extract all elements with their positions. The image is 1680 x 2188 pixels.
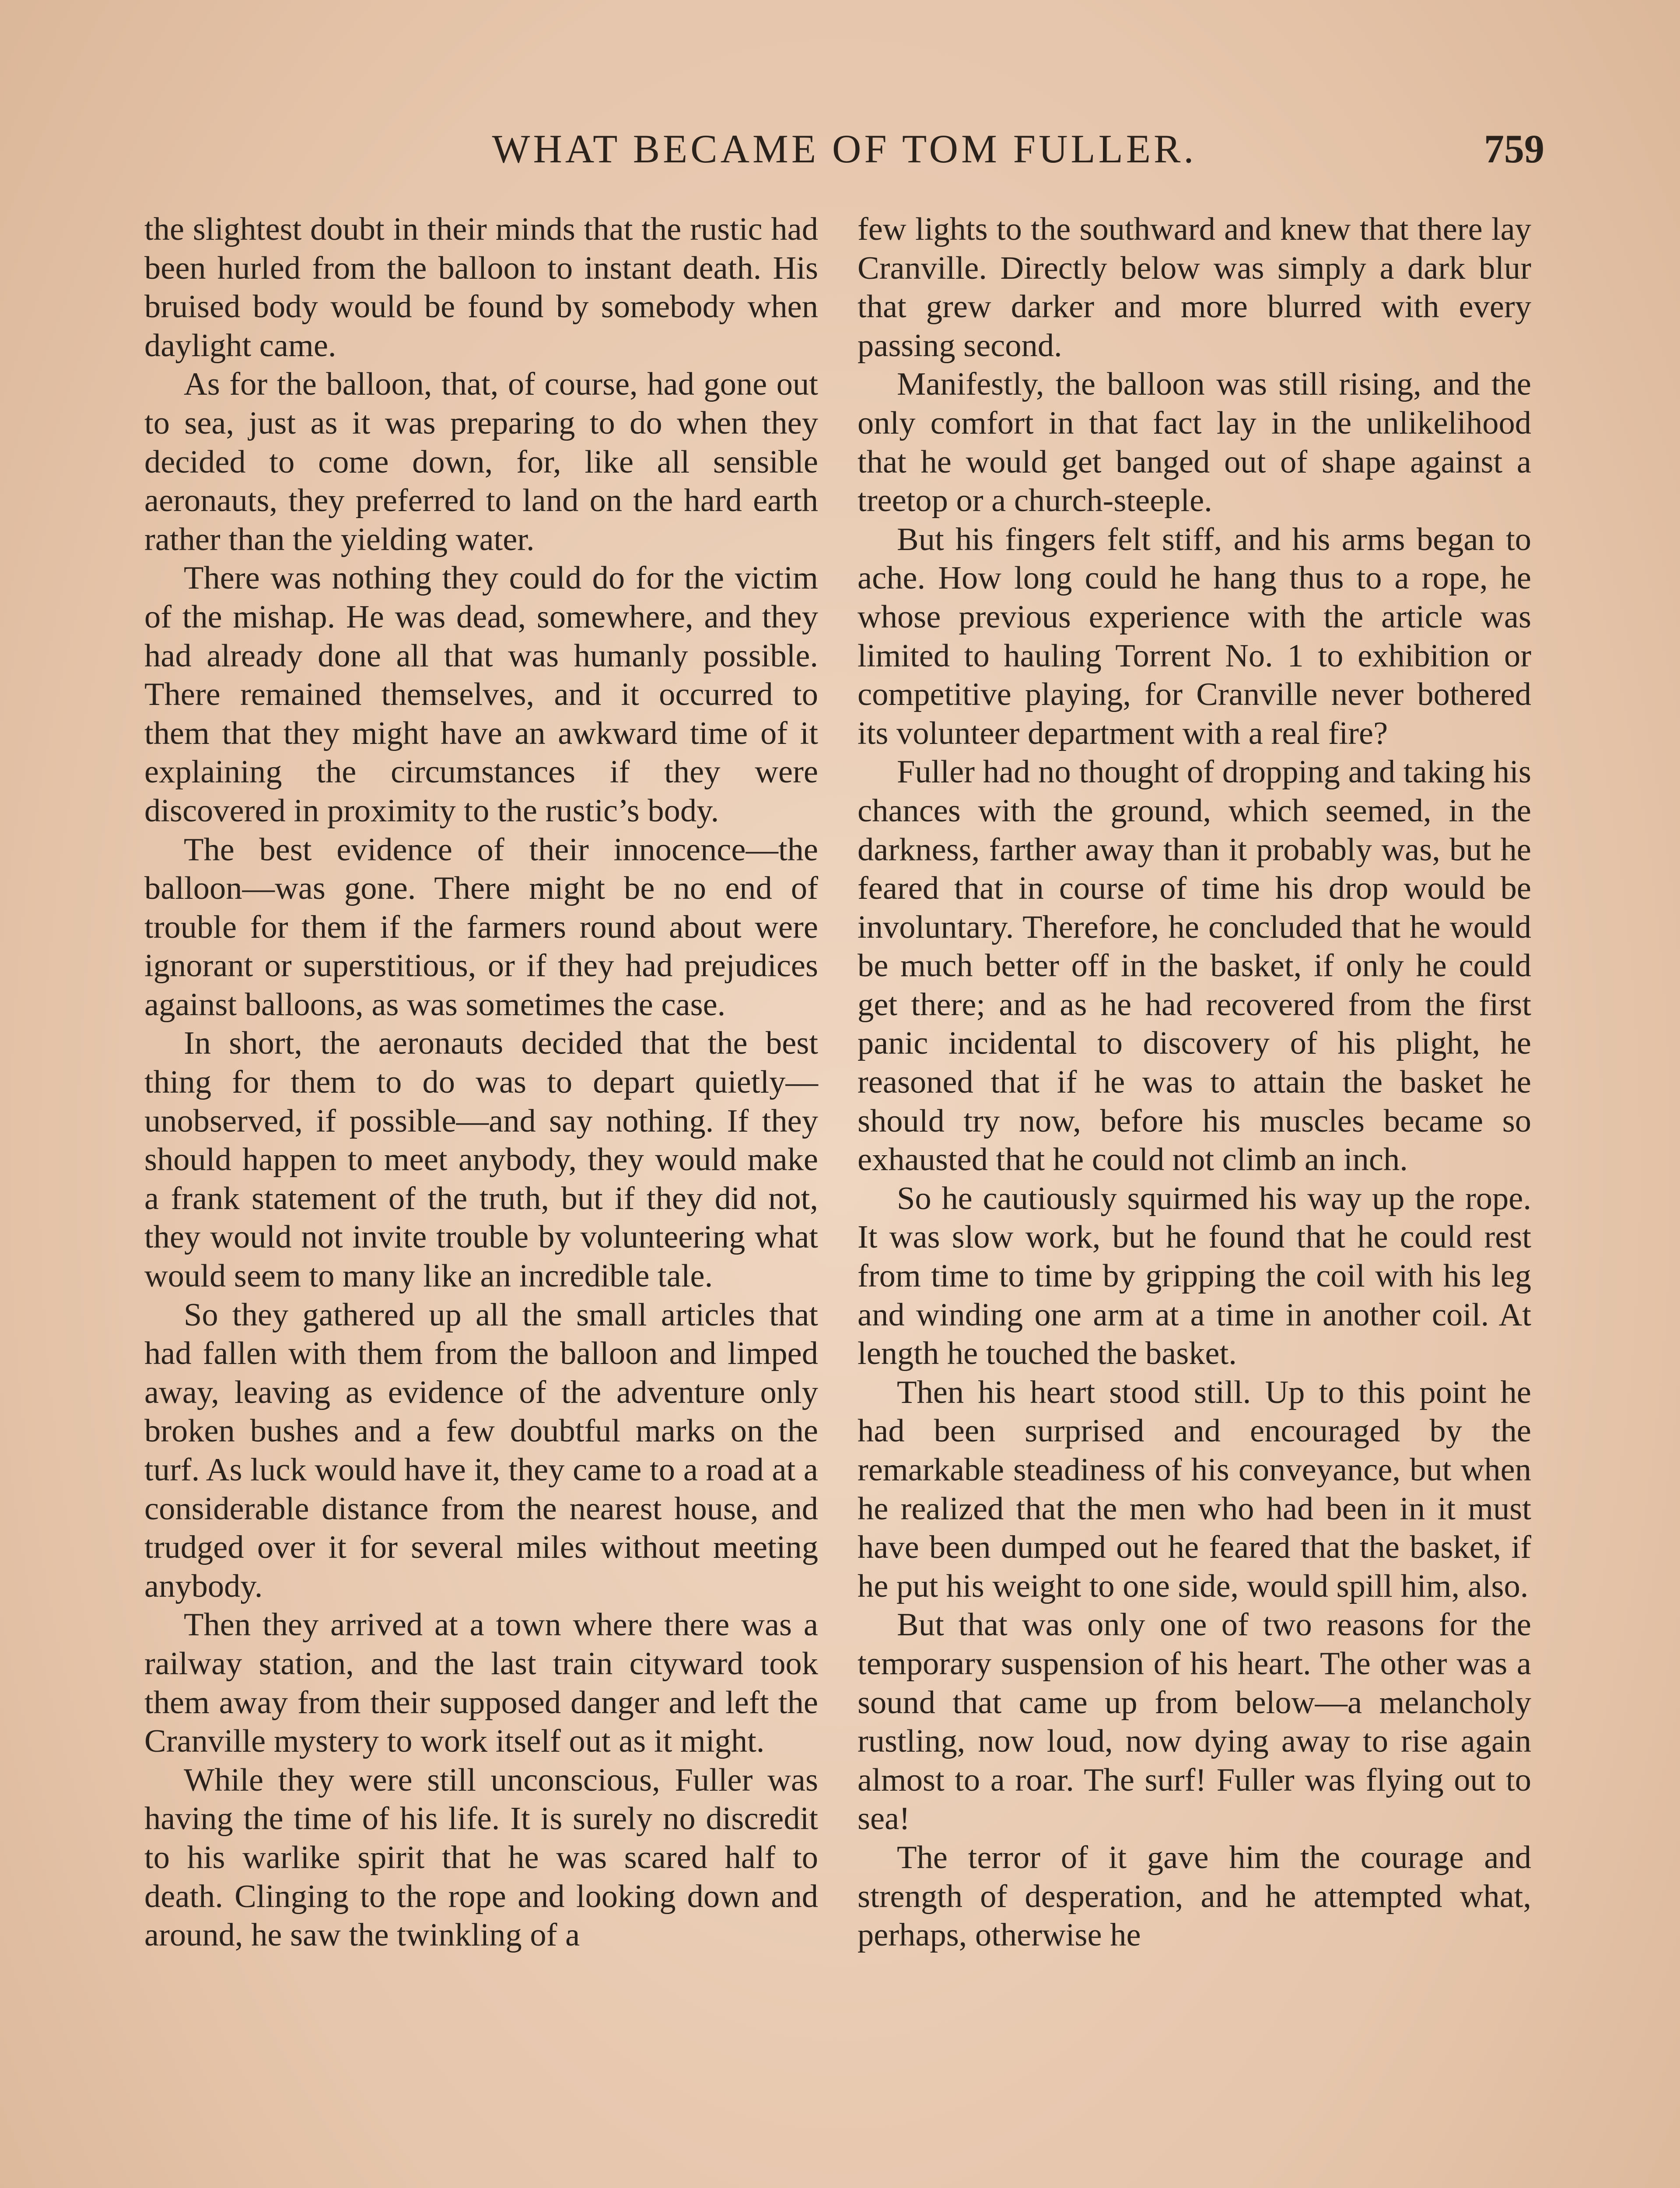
paragraph: Manifestly, the balloon was still rising, and the only comfort in that fact lay in the unlikelihood that he would get banged out of shape against a treetop or a church-steeple. — [858, 366, 1531, 519]
paragraph: the slightest doubt in their minds that the rustic had been hurled from the balloon to instant death. His bruised body would be found by somebody when daylight came. — [144, 211, 818, 364]
paragraph: The terror of it gave him the courage and strength of desperation, and he attempted what, perhaps, otherwise he — [858, 1839, 1531, 1953]
paragraph: Then his heart stood still. Up to this point he had been surprised and encouraged by the remarkable steadiness of his conveyance, but when he realized that the men who had been in it must have been dumped out he feared that the basket, if he put his weight to one side, would spill him, also. — [858, 1374, 1531, 1604]
right-column — [858, 210, 1531, 1955]
paragraph: Then they arrived at a town where there was a railway station, and the last train cityward took them away from their supposed danger and left the Cranville mystery to work itself out as it might. — [144, 1607, 818, 1760]
paragraph: There was nothing they could do for the victim of the mishap. He was dead, somewhere, and they had already done all that was humanly possible. There remained themselves, and it occurred to them that they might have an awkward time of it explaining the circumstances if they were discovered in proximity to the rustic’s body. — [144, 560, 818, 829]
page-number: 759 — [1484, 126, 1544, 171]
paragraph: As for the balloon, that, of course, had gone out to sea, just as it was preparing to do when they decided to come down, for, like all sensible aeronauts, they preferred to land on the hard earth rather than the yielding water. — [144, 366, 818, 558]
paragraph: The best evidence of their innocence—the balloon—was gone. There might be no end of trouble for them if the farmers round about were ignorant or superstitious, or if they had prejudices against balloons, as was sometimes the case. — [144, 831, 818, 1023]
page-header — [144, 116, 1544, 182]
running-title: WHAT BECAME OF TOM FULLER. — [492, 126, 1197, 171]
paragraph: But that was only one of two reasons for the temporary suspension of his heart. The other was a sound that came up from below—a melancholy rustling, now loud, now dying away to rise again almost to a roar. The surf! Fuller was flying out to sea! — [858, 1607, 1531, 1837]
paragraph: So he cautiously squirmed his way up the rope. It was slow work, but he found that he could rest from time to time by gripping the coil with his leg and winding one arm at a time in another coil. At length he touched the basket. — [858, 1180, 1531, 1372]
left-column — [144, 210, 818, 1955]
paragraph: few lights to the southward and knew that there lay Cranville. Directly below was simply a dark blur that grew darker and more blurred with every passing second. — [858, 211, 1531, 364]
paragraph: But his fingers felt stiff, and his arms began to ache. How long could he hang thus to a rope, he whose previous experience with the article was limited to hauling Torrent No. 1 to exhibition or competitive playing, for Cranville never bothered its volunteer department with a real fire? — [858, 521, 1531, 751]
paragraph: While they were still unconscious, Fuller was having the time of his life. It is surely no discredit to his warlike spirit that he was scared half to death. Clinging to the rope and looking down and around, he saw the twinkling of a — [144, 1762, 818, 1953]
paragraph: In short, the aeronauts decided that the best thing for them to do was to depart quietly—unobserved, if possible—and say nothing. If they should happen to meet anybody, they would make a frank statement of the truth, but if they did not, they would not invite trouble by volunteering what would seem to many like an incredible tale. — [144, 1025, 818, 1294]
paragraph: So they gathered up all the small articles that had fallen with them from the balloon and limped away, leaving as evidence of the adventure only broken bushes and a few doubtful marks on the turf. As luck would have it, they came to a road at a considerable distance from the nearest house, and trudged over it for several miles without meeting anybody. — [144, 1297, 818, 1604]
paragraph: Fuller had no thought of dropping and taking his chances with the ground, which seemed, in the darkness, farther away than it probably was, but he feared that in course of time his drop would be involuntary. Therefore, he concluded that he would be much better off in the basket, if only he could get there; and as he had recovered from the first panic incidental to discovery of his plight, he reasoned that if he was to attain the basket he should try now, before his muscles became so exhausted that he could not climb an inch. — [858, 754, 1531, 1178]
